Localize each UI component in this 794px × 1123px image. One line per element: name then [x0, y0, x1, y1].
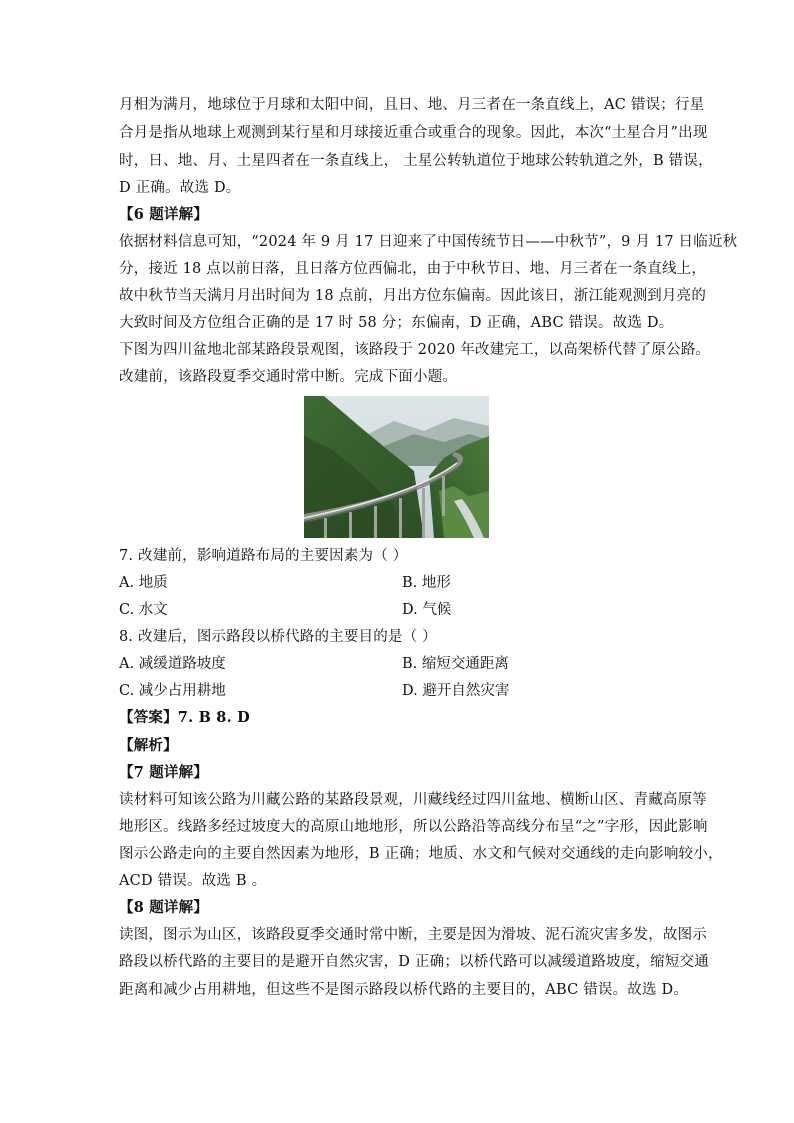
- material-line: 改建前，该路段夏季交通时常中断。完成下面小题。: [119, 369, 458, 385]
- q8-option-d: D. 避开自然灾害: [402, 683, 510, 699]
- q7-line: 地形区。线路多经过坡度大的高原山地地形，所以公路沿等高线分布呈“之”字形，因此影响: [119, 819, 708, 835]
- q6-heading: 【6 题详解】: [119, 206, 209, 223]
- answer-line: 【答案】7. B 8. D: [119, 709, 250, 726]
- intro-line: 时，日、地、月、土星四者在一条直线上， 土星公转轨道位于地球公转轨道之外，B 错误，: [119, 153, 713, 169]
- intro-line: 月相为满月，地球位于月球和太阳中间，且日、地、月三者在一条直线上，AC 错误；行星: [119, 97, 705, 113]
- q8-option-a: A. 减缓道路坡度: [119, 656, 226, 672]
- q7-option-c: C. 水文: [119, 602, 168, 618]
- mountain-viaduct-photo: [304, 396, 489, 538]
- q7-line: 读材料可知该公路为川藏公路的某路段景观，川藏线经过四川盆地、横断山区、青藏高原等: [119, 792, 707, 808]
- q7-option-a: A. 地质: [119, 575, 168, 591]
- q8-option-b: B. 缩短交通距离: [402, 656, 509, 672]
- q8-line: 路段以桥代路的主要目的是避开自然灾害，D 正确；以桥代路可以减缓道路坡度，缩短交通: [119, 954, 709, 970]
- q8-heading: 【8 题详解】: [119, 899, 209, 916]
- q6-line: 大致时间及方位组合正确的是 17 时 58 分；东偏南，D 正确，ABC 错误。故选 D。: [119, 315, 674, 331]
- q8-option-c: C. 减少占用耕地: [119, 683, 226, 699]
- analysis-heading: 【解析】: [119, 737, 178, 754]
- q6-line: 依据材料信息可知，“2024 年 9 月 17 日迎来了中国传统节日——中秋节”，9 月 17 日临近秋: [119, 234, 738, 250]
- intro-line: 合月是指从地球上观测到某行星和月球接近重合或重合的现象。因此，本次“土星合月”出现: [119, 125, 708, 141]
- q8-line: 读图，图示为山区，该路段夏季交通时常中断，主要是因为滑坡、泥石流灾害多发，故图示: [119, 927, 707, 943]
- q7-stem: 7. 改建前，影响道路布局的主要因素为（ ）: [119, 548, 408, 564]
- q7-option-d: D. 气候: [402, 602, 452, 618]
- q6-line: 故中秋节当天满月月出时间为 18 点前，月出方位东偏南。因此该日，浙江能观测到月亮的: [119, 288, 707, 304]
- intro-line: D 正确。故选 D。: [119, 180, 241, 196]
- q7-option-b: B. 地形: [402, 575, 451, 591]
- q6-line: 分，接近 18 点以前日落，且日落方位西偏北，由于中秋节日、地、月三者在一条直线上，: [119, 261, 707, 277]
- q8-line: 距离和减少占用耕地，但这些不是图示路段以桥代路的主要目的，ABC 错误。故选 D。: [119, 982, 689, 998]
- q7-heading: 【7 题详解】: [119, 764, 209, 781]
- q8-stem: 8. 改建后，图示路段以桥代路的主要目的是（ ）: [119, 629, 437, 645]
- q7-line: ACD 错误。故选 B 。: [119, 873, 267, 889]
- material-line: 下图为四川盆地北部某路段景观图，该路段于 2020 年改建完工，以高架桥代替了原公路。: [119, 342, 711, 358]
- q7-line: 图示公路走向的主要自然因素为地形，B 正确；地质、水文和气候对交通线的走向影响较小，: [119, 846, 723, 862]
